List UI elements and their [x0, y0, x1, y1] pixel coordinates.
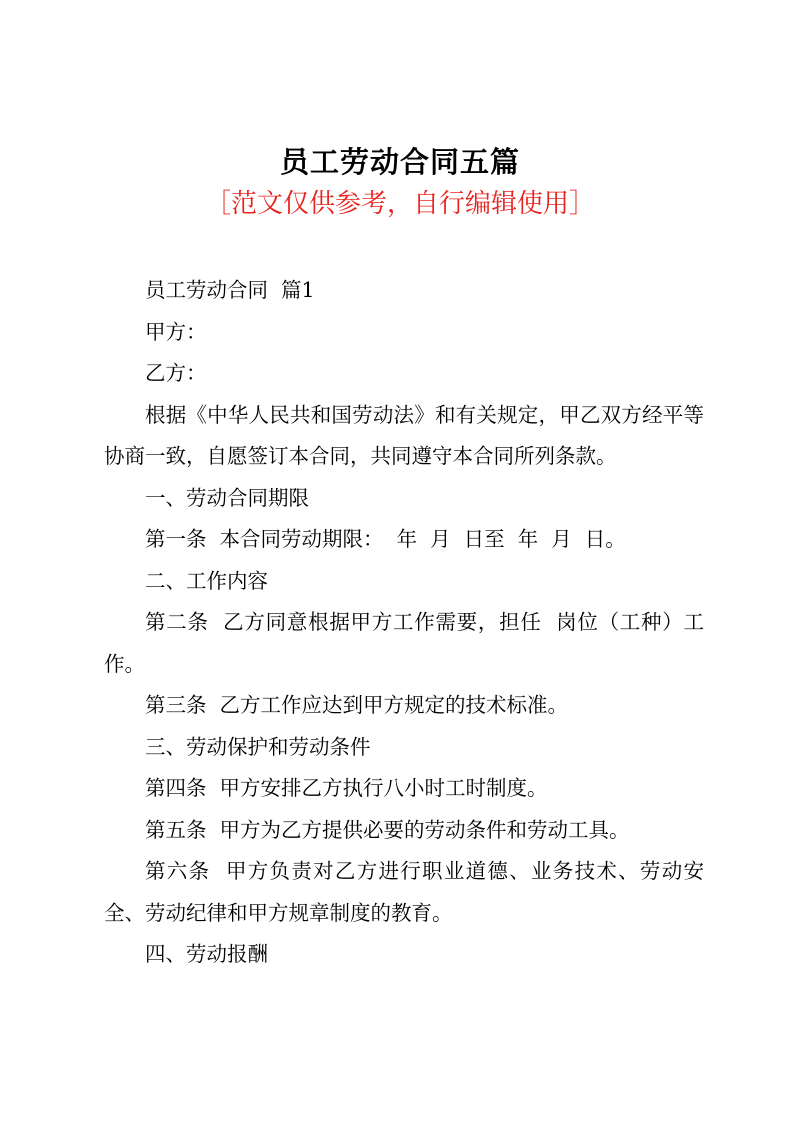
section-heading: 员工劳动合同 篇1	[145, 278, 315, 302]
chapter-heading: 二、工作内容	[145, 568, 268, 593]
preamble-paragraph: 根据《中华人民共和国劳动法》和有关规定，甲乙双方经平等协商一致，自愿签订本合同，共同遵守本合同所列条款。	[104, 402, 704, 468]
article-paragraph: 第六条 甲方负责对乙方进行职业道德、业务技术、劳动安全、劳动纪律和甲方规章制度的教育。	[104, 859, 704, 925]
article-paragraph: 第一条 本合同劳动期限： 年 月 日至 年 月 日。	[145, 527, 626, 551]
chapter-heading: 四、劳动报酬	[145, 942, 268, 966]
party-b-line: 乙方：	[145, 361, 207, 385]
article-paragraph: 第二条 乙方同意根据甲方工作需要，担任 岗位（工种）工作。	[104, 610, 704, 676]
article-paragraph: 第五条 甲方为乙方提供必要的劳动条件和劳动工具。	[145, 817, 630, 842]
document-subtitle: ［范文仅供参考，自行编辑使用］	[204, 189, 595, 219]
article-paragraph: 第四条 甲方安排乙方执行八小时工时制度。	[145, 776, 548, 800]
document-body	[104, 270, 704, 976]
chapter-heading: 三、劳动保护和劳动条件	[145, 734, 371, 759]
chapter-heading: 一、劳动合同期限	[145, 485, 309, 510]
document-title: 员工劳动合同五篇	[279, 145, 520, 179]
party-a-line: 甲方：	[145, 319, 207, 344]
article-paragraph: 第三条 乙方工作应达到甲方规定的技术标准。	[145, 693, 569, 717]
